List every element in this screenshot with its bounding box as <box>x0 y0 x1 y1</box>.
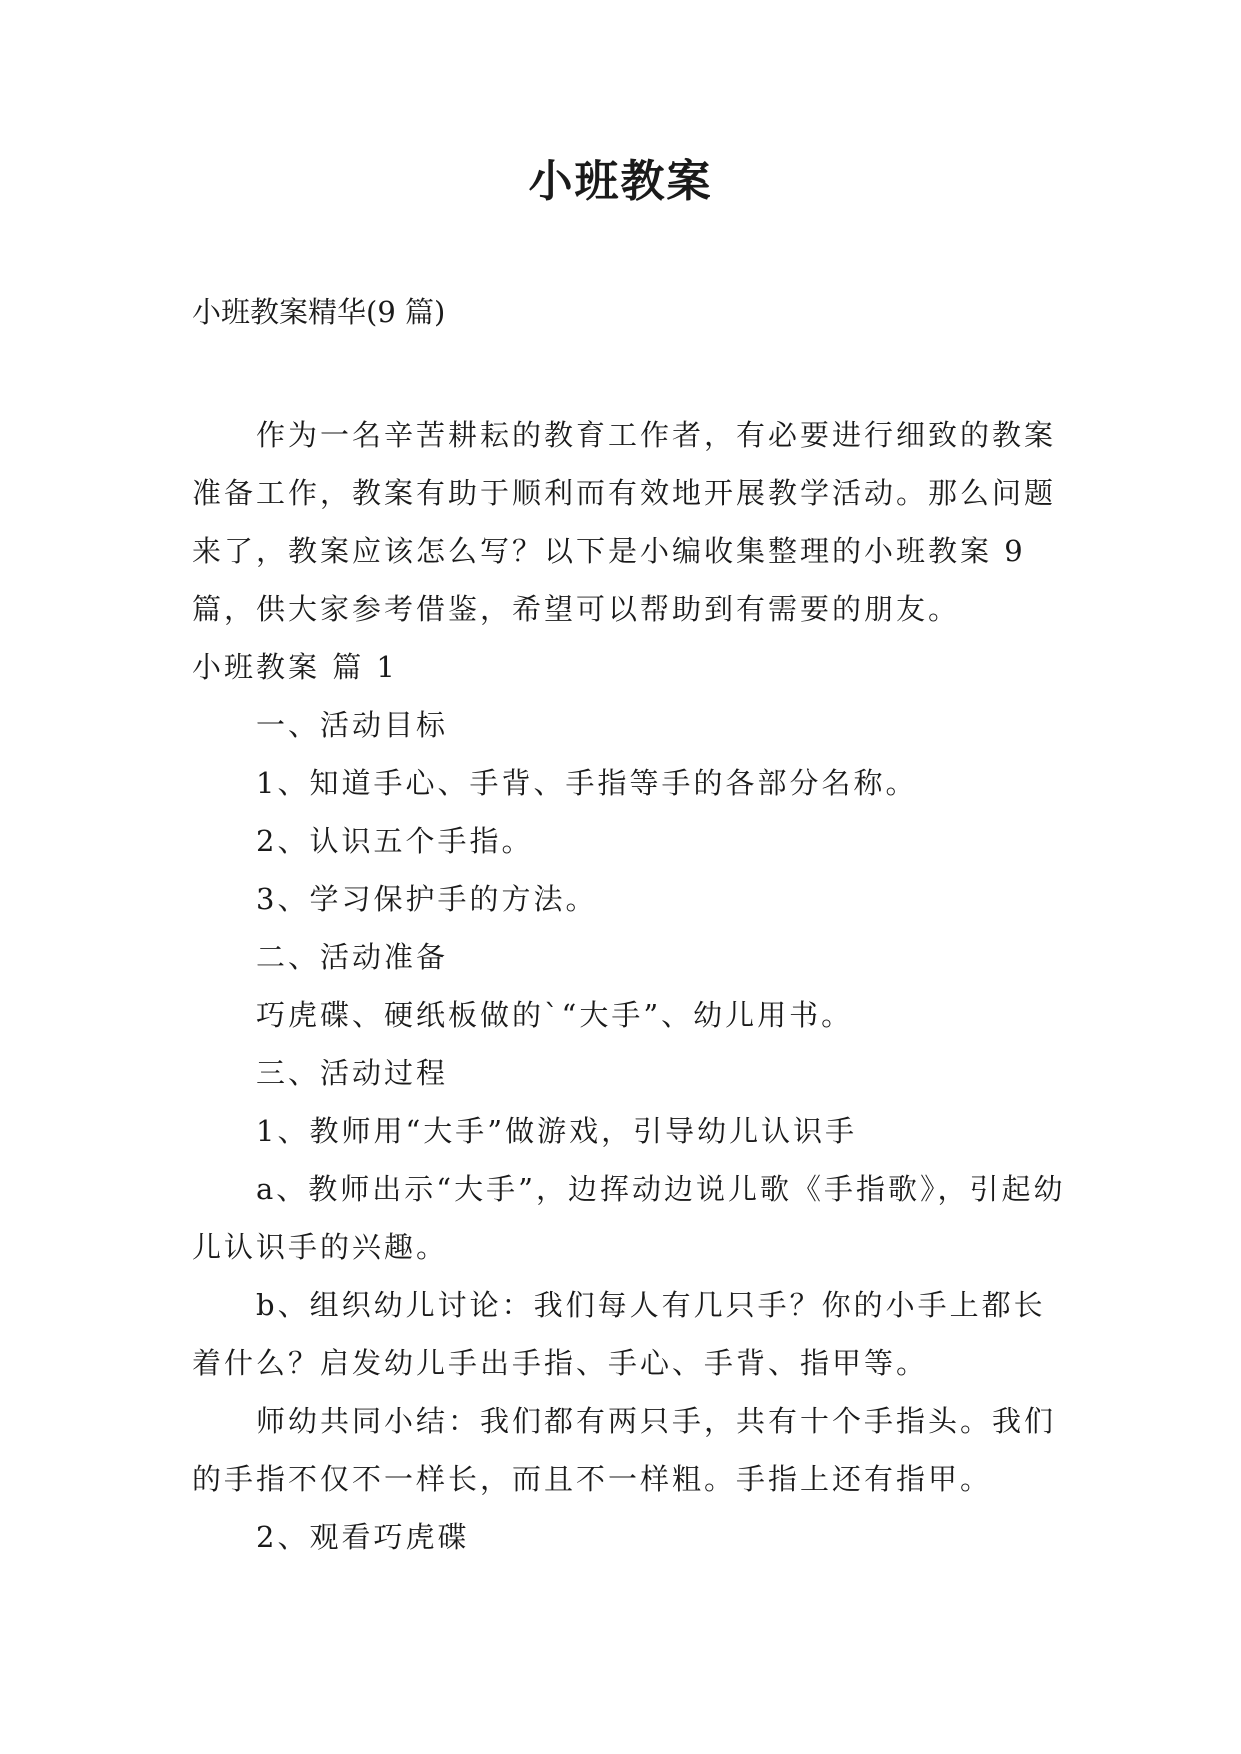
document-title: 小班教案 <box>528 156 713 207</box>
paragraph: 2、观看巧虎碟 <box>256 1520 470 1554</box>
document-subtitle: 小班教案精华(9 篇) <box>192 295 446 329</box>
paragraph: 一、活动目标 <box>256 708 449 742</box>
paragraph: 3、学习保护手的方法。 <box>256 882 598 916</box>
paragraph: 师幼共同小结：我们都有两只手，共有十个手指头。我们的手指不仅不一样长，而且不一样粗。手指上还有指甲。 <box>192 1404 1057 1496</box>
paragraph: 三、活动过程 <box>256 1056 449 1090</box>
paragraph: 1、教师用“大手”做游戏，引导幼儿认识手 <box>256 1114 858 1148</box>
paragraph: 巧虎碟、硬纸板做的`“大手”、幼儿用书。 <box>256 998 854 1032</box>
paragraph: 小班教案 篇 1 <box>192 650 398 684</box>
paragraph: 2、认识五个手指。 <box>256 824 534 858</box>
paragraph: a、教师出示“大手”，边挥动边说儿歌《手指歌》，引起幼儿认识手的兴趣。 <box>192 1172 1066 1264</box>
paragraph: 二、活动准备 <box>256 940 449 974</box>
paragraph: 1、知道手心、手背、手指等手的各部分名称。 <box>256 766 918 800</box>
paragraph: b、组织幼儿讨论：我们每人有几只手？你的小手上都长着什么？启发幼儿手出手指、手心、手背、指甲等。 <box>192 1288 1046 1380</box>
paragraph: 作为一名辛苦耕耘的教育工作者，有必要进行细致的教案准备工作，教案有助于顺利而有效地开展教学活动。那么问题来了，教案应该怎么写？以下是小编收集整理的小班教案 9 篇，供大家参考借鉴，希望可以帮助到有需要的朋友。 <box>192 418 1057 626</box>
document-body <box>192 406 1072 1566</box>
